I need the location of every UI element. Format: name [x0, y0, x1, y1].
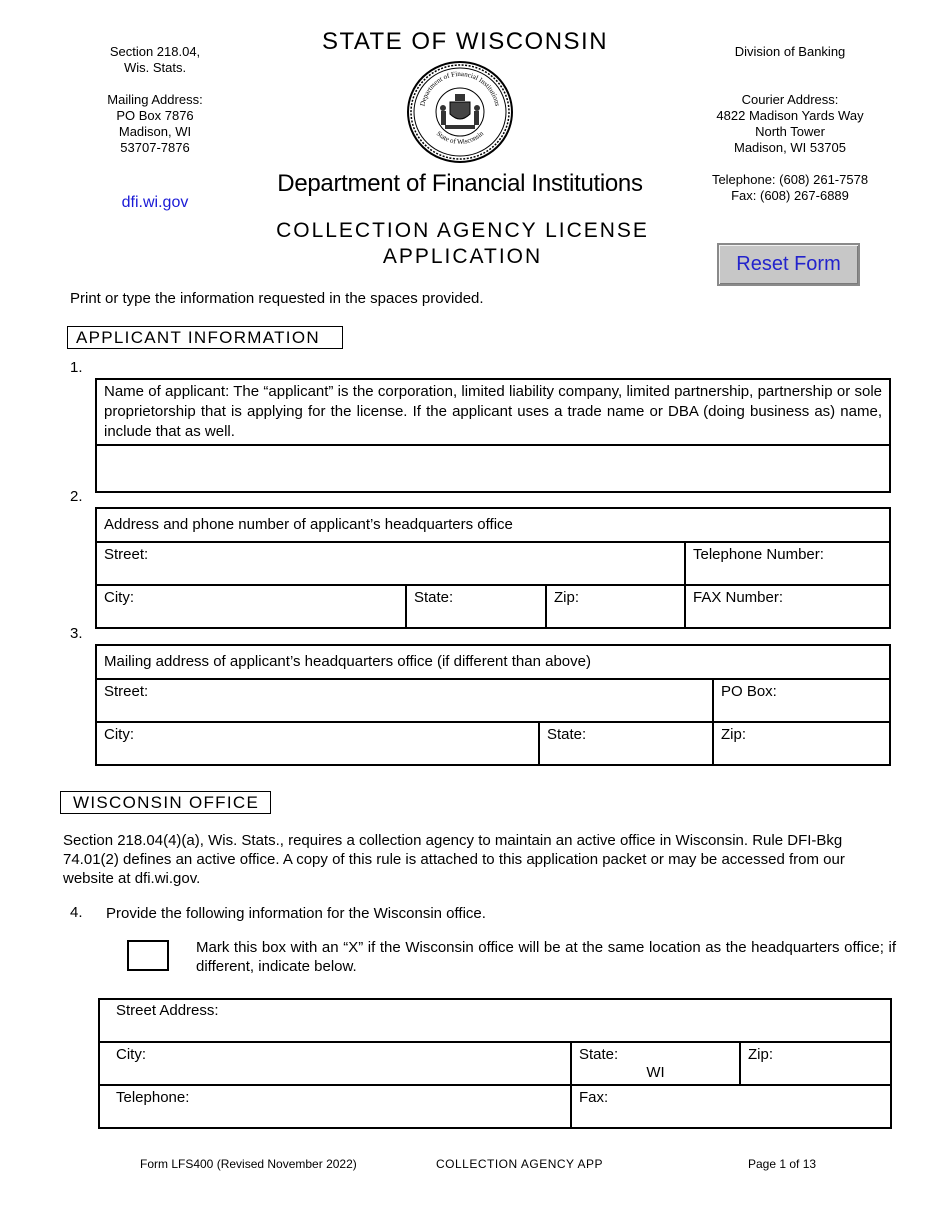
hq-city-label: City:	[104, 589, 134, 606]
header-right-block	[700, 44, 880, 204]
website-link[interactable]: dfi.wi.gov	[121, 194, 189, 211]
mail-zip-input[interactable]	[721, 744, 882, 762]
applicant-name-instructions: Name of applicant: The “applicant” is the corporation, limited liability company, limited partnership, partnership or sole proprietorship that is applying for the license. If the applicant uses a trade name or DBA (doing business as) name, include that as well.	[96, 379, 890, 445]
hq-fax-cell	[685, 585, 890, 628]
courier-address-line1: 4822 Madison Yards Way	[716, 108, 864, 123]
division-name: Division of Banking	[734, 44, 846, 59]
hq-city-input[interactable]	[104, 607, 398, 625]
applicant-name-cell	[96, 445, 890, 492]
footer-center-title: COLLECTION AGENCY APP	[436, 1157, 603, 1171]
hq-fax-input[interactable]	[693, 607, 882, 625]
question-2-number: 2.	[70, 488, 83, 505]
mailing-address-line3: 53707-7876	[120, 140, 190, 155]
instructions: Print or type the information requested in the spaces provided.	[70, 290, 484, 307]
hq-city-cell	[96, 585, 406, 628]
hq-street-input[interactable]	[104, 564, 677, 582]
reset-form-button[interactable]: Reset Form	[717, 243, 860, 286]
mail-street-label: Street:	[104, 683, 149, 700]
form-title	[240, 218, 685, 270]
form-title-line2: APPLICATION	[382, 245, 543, 268]
hq-zip-label: Zip:	[554, 589, 580, 606]
wi-telephone-input[interactable]	[116, 1107, 563, 1125]
wi-zip-input[interactable]	[748, 1064, 883, 1082]
mailing-address-line2: Madison, WI	[118, 124, 192, 139]
hq-zip-input[interactable]	[554, 607, 677, 625]
applicant-information-heading: APPLICANT INFORMATION	[67, 326, 343, 349]
wisconsin-office-heading: WISCONSIN OFFICE	[60, 791, 271, 814]
mailing-address-title: Mailing address of applicant’s headquarters office (if different than above)	[96, 645, 890, 679]
wi-street-cell	[99, 999, 891, 1042]
mailing-address-table	[95, 644, 891, 766]
mail-pobox-input[interactable]	[721, 701, 882, 719]
applicant-name-input[interactable]	[104, 458, 882, 476]
same-location-checkbox-label: Mark this box with an “X” if the Wisconsin office will be at the same location as the headquarters office; if different, indicate below.	[196, 939, 896, 975]
wisconsin-office-paragraph: Section 218.04(4)(a), Wis. Stats., requires a collection agency to maintain an active office in Wisconsin. Rule DFI-Bkg 74.01(2) defines an active office. A copy of this rule is attached to this application packet or may be accessed from our website at dfi.wi.gov.	[63, 832, 845, 887]
hq-fax-label: FAX Number:	[693, 589, 784, 606]
form-title-line1: COLLECTION AGENCY LICENSE	[276, 219, 649, 242]
department-name: Department of Financial Institutions	[277, 170, 643, 197]
wi-fax-input[interactable]	[579, 1107, 883, 1125]
wi-zip-label: Zip:	[748, 1046, 774, 1063]
question-3-number: 3.	[70, 625, 83, 642]
statute-reference-2: Wis. Stats.	[123, 60, 187, 75]
hq-state-input[interactable]	[414, 607, 538, 625]
mail-street-cell	[96, 679, 713, 722]
courier-address-line2: North Tower	[755, 124, 825, 139]
mail-state-cell	[539, 722, 713, 765]
question-4-text: Provide the following information for the Wisconsin office.	[106, 905, 486, 922]
wi-street-input[interactable]	[116, 1020, 883, 1038]
wi-state-value[interactable]: WI	[646, 1064, 665, 1081]
mail-city-input[interactable]	[104, 744, 531, 762]
mail-pobox-cell	[713, 679, 890, 722]
headquarters-address-table	[95, 507, 891, 629]
mailing-address-label: Mailing Address:	[107, 92, 203, 107]
mail-state-input[interactable]	[547, 744, 705, 762]
state-seal-icon	[405, 60, 515, 164]
footer-page-number: Page 1 of 13	[748, 1157, 817, 1171]
wi-zip-cell	[740, 1042, 891, 1085]
footer-form-id: Form LFS400 (Revised November 2022)	[140, 1157, 357, 1171]
hq-street-label: Street:	[104, 546, 149, 563]
applicant-name-table	[95, 378, 891, 493]
courier-address-line3: Madison, WI 53705	[733, 140, 846, 155]
division-telephone: Telephone: (608) 261-7578	[711, 172, 869, 187]
wi-fax-cell	[571, 1085, 891, 1128]
header-left-block	[80, 44, 230, 156]
hq-street-cell	[96, 542, 685, 585]
mail-street-input[interactable]	[104, 701, 705, 719]
same-location-checkbox[interactable]	[127, 940, 169, 971]
wi-telephone-cell	[99, 1085, 571, 1128]
statute-reference: Section 218.04,	[109, 44, 201, 59]
wi-fax-label: Fax:	[579, 1089, 609, 1106]
question-4-number: 4.	[70, 904, 83, 921]
hq-state-label: State:	[414, 589, 454, 606]
wi-street-label: Street Address:	[116, 1002, 219, 1019]
mail-zip-label: Zip:	[721, 726, 747, 743]
division-fax: Fax: (608) 267-6889	[731, 188, 849, 203]
wisconsin-office-table	[98, 998, 892, 1129]
mail-city-cell	[96, 722, 539, 765]
seal-text-top: Department of Financial Institutions	[418, 69, 502, 107]
mail-zip-cell	[713, 722, 890, 765]
wi-state-label: State:	[579, 1046, 619, 1063]
hq-telephone-cell	[685, 542, 890, 585]
hq-zip-cell	[546, 585, 685, 628]
question-1-number: 1.	[70, 359, 83, 376]
wi-city-cell	[99, 1042, 571, 1085]
hq-telephone-label: Telephone Number:	[693, 546, 824, 563]
state-title: STATE OF WISCONSIN	[321, 28, 609, 55]
wi-telephone-label: Telephone:	[116, 1089, 190, 1106]
mail-pobox-label: PO Box:	[721, 683, 777, 700]
seal-text-bottom: State of Wisconsin	[434, 129, 486, 146]
mail-city-label: City:	[104, 726, 134, 743]
wi-state-cell	[571, 1042, 740, 1085]
hq-state-cell	[406, 585, 546, 628]
hq-telephone-input[interactable]	[693, 564, 882, 582]
mail-state-label: State:	[547, 726, 587, 743]
wi-city-input[interactable]	[116, 1064, 563, 1082]
wi-city-label: City:	[116, 1046, 146, 1063]
mailing-address-line1: PO Box 7876	[116, 108, 194, 123]
courier-address-label: Courier Address:	[741, 92, 839, 107]
headquarters-address-title: Address and phone number of applicant’s headquarters office	[96, 508, 890, 542]
